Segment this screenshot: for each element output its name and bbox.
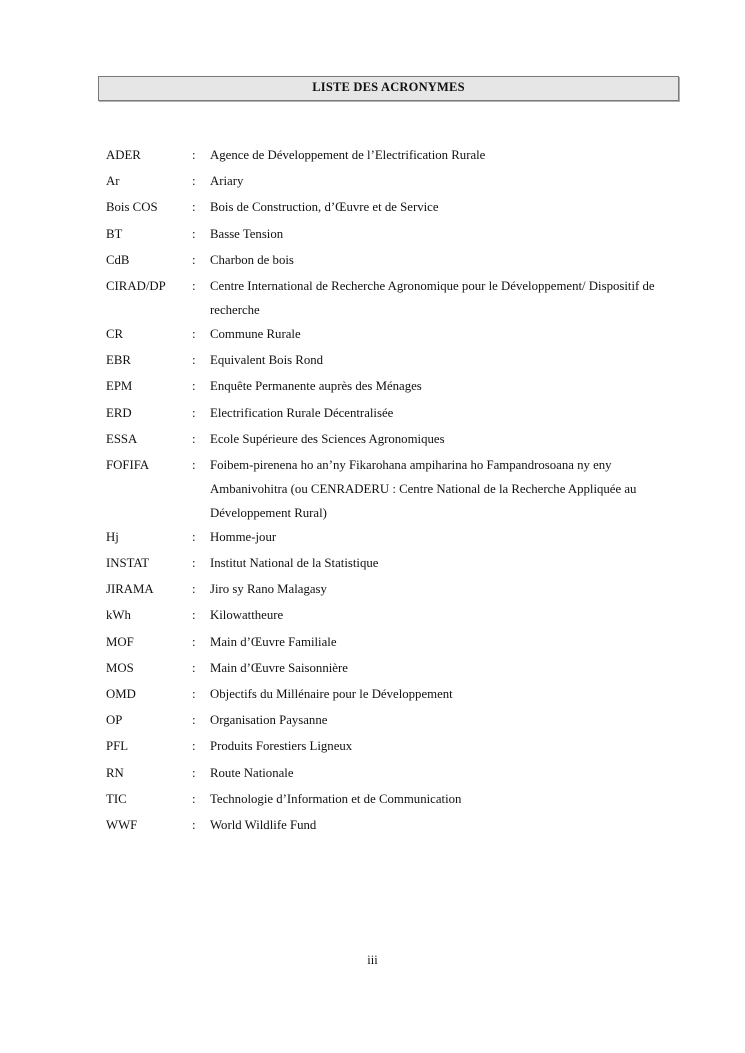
acronym-row <box>106 274 686 322</box>
acronym-abbr: Bois COS <box>106 200 158 215</box>
acronym-row <box>106 195 686 221</box>
acronym-separator: : <box>192 582 196 597</box>
acronym-row <box>106 656 686 682</box>
acronym-abbr: FOFIFA <box>106 457 150 472</box>
acronym-row <box>106 401 686 427</box>
acronym-row <box>106 708 686 734</box>
acronym-definition: Charbon de bois <box>210 252 294 267</box>
acronym-definition: Centre International de Recherche Agronomique pour le Développement/ Dispositif de recherche <box>210 278 655 317</box>
acronym-separator: : <box>192 739 196 754</box>
acronym-separator: : <box>192 200 196 215</box>
acronym-separator: : <box>192 765 196 780</box>
acronym-definition: Route Nationale <box>210 765 294 780</box>
acronym-definition: Agence de Développement de l’Electrification Rurale <box>210 148 486 162</box>
acronym-abbr: OMD <box>106 687 136 701</box>
acronym-separator: : <box>192 278 196 293</box>
acronym-separator: : <box>192 353 196 368</box>
acronym-definition: Ariary <box>210 174 244 189</box>
acronym-separator: : <box>192 226 196 241</box>
acronym-definition: Bois de Construction, d’Œuvre et de Service <box>210 200 439 215</box>
acronym-row <box>106 322 686 348</box>
acronym-abbr: BT <box>106 226 123 241</box>
acronym-abbr: PFL <box>106 739 129 754</box>
acronym-definition: Equivalent Bois Rond <box>210 353 324 368</box>
acronym-definition: Homme-jour <box>210 529 277 544</box>
acronym-definition: Ecole Supérieure des Sciences Agronomiques <box>210 431 445 446</box>
acronym-abbr: ADER <box>106 148 141 162</box>
acronym-definition: Produits Forestiers Ligneux <box>210 739 353 754</box>
acronym-separator: : <box>192 148 196 162</box>
acronym-separator: : <box>192 326 196 341</box>
acronym-definition: Main d’Œuvre Saisonnière <box>210 660 348 675</box>
acronym-row <box>106 525 686 551</box>
acronym-separator: : <box>192 556 196 571</box>
acronym-row <box>106 813 686 839</box>
acronym-definition: Enquête Permanente auprès des Ménages <box>210 379 422 394</box>
page-title: LISTE DES ACRONYMES <box>312 80 465 94</box>
acronym-separator: : <box>192 791 196 806</box>
acronym-abbr: CR <box>106 326 124 341</box>
acronym-separator: : <box>192 713 196 728</box>
acronym-row <box>106 453 686 525</box>
acronym-row <box>106 222 686 248</box>
acronym-abbr: INSTAT <box>106 556 150 571</box>
page-number: iii <box>367 953 378 967</box>
acronym-definition: World Wildlife Fund <box>210 817 317 832</box>
acronym-abbr: Hj <box>106 529 119 544</box>
acronym-separator: : <box>192 252 196 267</box>
acronym-definition: Main d’Œuvre Familiale <box>210 634 337 649</box>
acronym-definition: Foibem-pirenena ho an’ny Fikarohana ampiharina ho Fampandrosoana ny eny Ambanivohitra (ou CENRADERU : Centre National de la Recherche Appliquée au Développement Rural) <box>210 457 637 520</box>
acronym-definition: Jiro sy Rano Malagasy <box>210 582 327 597</box>
acronym-separator: : <box>192 529 196 544</box>
acronym-row <box>106 427 686 453</box>
acronym-abbr: ERD <box>106 405 132 420</box>
acronym-abbr: JIRAMA <box>106 582 154 597</box>
acronym-separator: : <box>192 634 196 649</box>
acronym-definition: Basse Tension <box>210 226 284 241</box>
acronym-abbr: EBR <box>106 353 131 368</box>
acronym-row <box>106 630 686 656</box>
acronym-abbr: WWF <box>106 817 138 832</box>
acronym-row <box>106 248 686 274</box>
title-box <box>98 76 679 101</box>
acronym-separator: : <box>192 431 196 446</box>
acronym-row <box>106 734 686 760</box>
acronym-definition: Institut National de la Statistique <box>210 556 379 571</box>
acronym-row <box>106 577 686 603</box>
acronym-row <box>106 761 686 787</box>
acronym-abbr: MOF <box>106 634 134 649</box>
acronym-separator: : <box>192 457 196 472</box>
acronym-abbr: RN <box>106 765 124 780</box>
acronym-separator: : <box>192 817 196 832</box>
acronym-abbr: ESSA <box>106 431 138 446</box>
acronym-abbr: TIC <box>106 791 127 806</box>
acronym-separator: : <box>192 405 196 420</box>
acronym-abbr: CdB <box>106 252 130 267</box>
acronym-row <box>106 348 686 374</box>
acronym-row <box>106 551 686 577</box>
acronym-abbr: MOS <box>106 660 134 675</box>
acronym-row <box>106 143 686 169</box>
acronym-separator: : <box>192 174 196 189</box>
acronym-row <box>106 787 686 813</box>
acronym-definition: Commune Rurale <box>210 326 301 341</box>
acronym-row <box>106 603 686 629</box>
acronym-abbr: EPM <box>106 379 133 394</box>
acronym-definition: Electrification Rurale Décentralisée <box>210 405 394 420</box>
acronym-abbr: kWh <box>106 608 131 623</box>
acronym-row <box>106 682 686 708</box>
acronym-list <box>106 143 686 839</box>
acronym-row <box>106 374 686 400</box>
acronym-separator: : <box>192 608 196 623</box>
acronym-separator: : <box>192 379 196 394</box>
acronym-definition: Kilowattheure <box>210 608 284 623</box>
acronym-separator: : <box>192 660 196 675</box>
acronym-definition: Technologie d’Information et de Communication <box>210 791 462 806</box>
acronym-separator: : <box>192 687 196 701</box>
acronym-abbr: OP <box>106 713 123 728</box>
acronym-definition: Objectifs du Millénaire pour le Développement <box>210 687 453 701</box>
acronym-definition: Organisation Paysanne <box>210 713 328 728</box>
acronym-row <box>106 169 686 195</box>
acronym-abbr: Ar <box>106 174 120 189</box>
acronym-abbr: CIRAD/DP <box>106 278 166 293</box>
